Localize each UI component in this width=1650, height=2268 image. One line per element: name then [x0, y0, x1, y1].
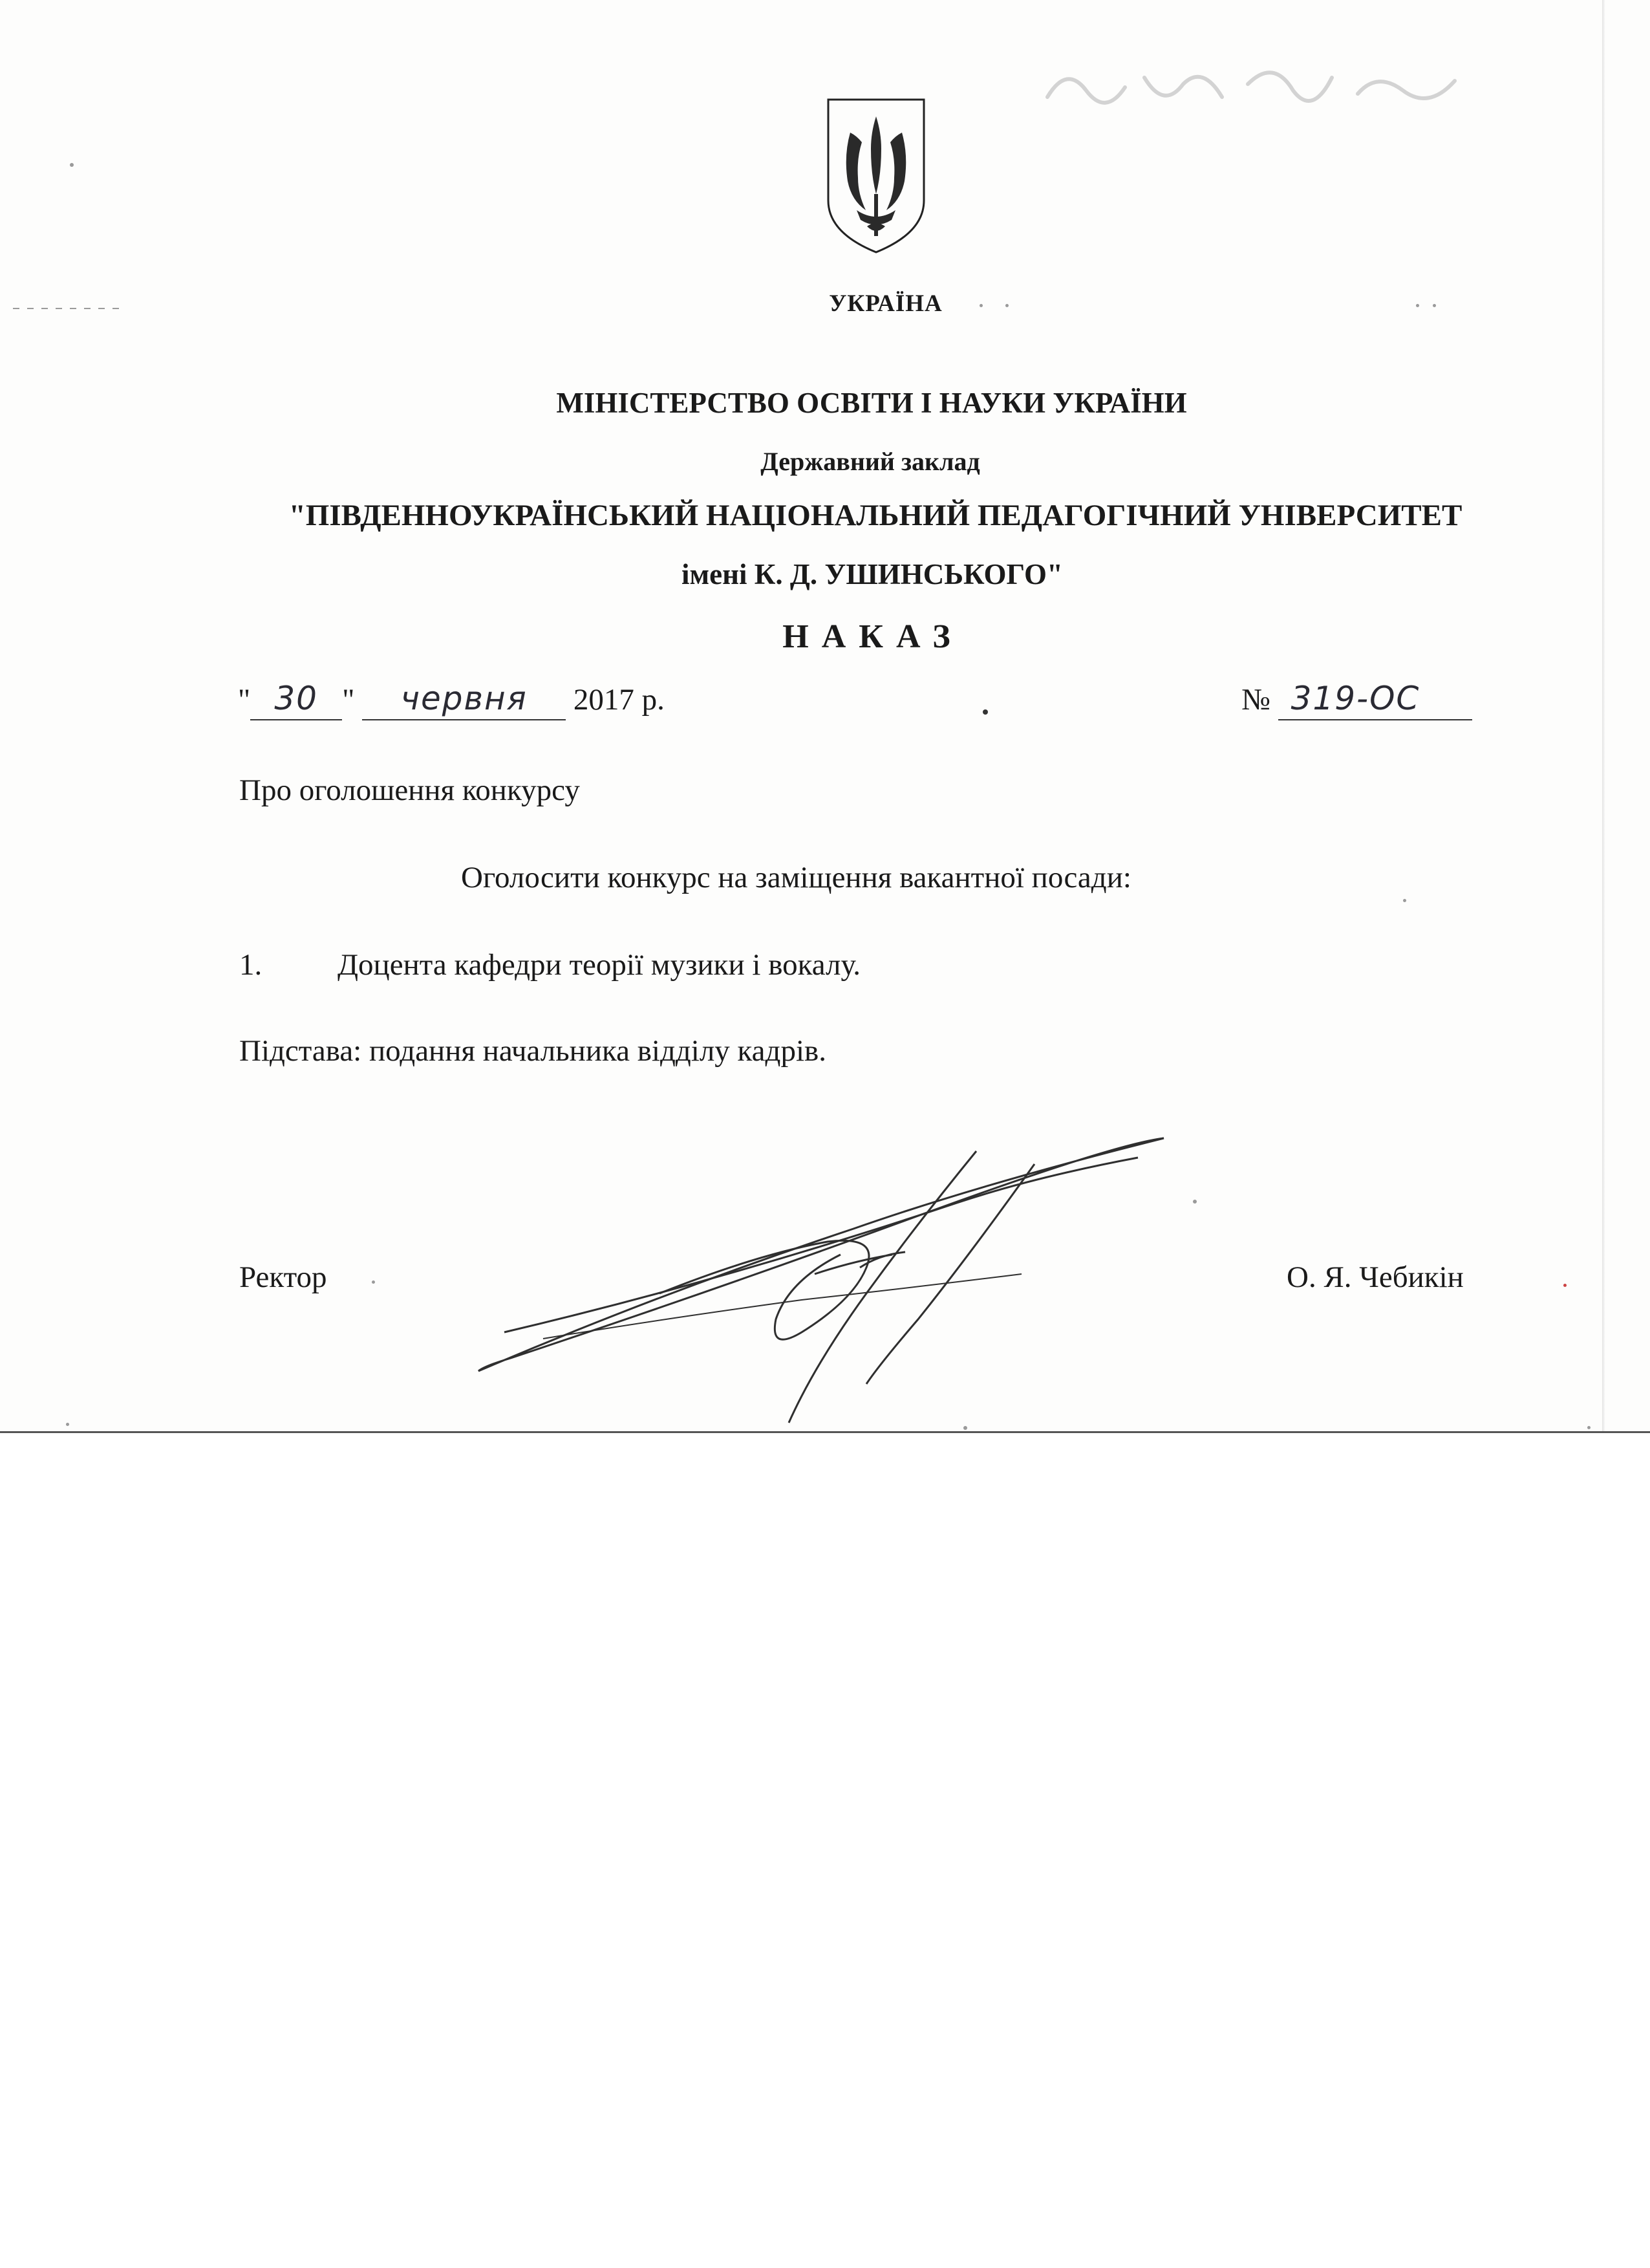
- date-day-handwritten: 30: [274, 680, 318, 717]
- order-title: НАКАЗ: [782, 618, 963, 655]
- item-text: Доцента кафедри теорії музики і вокалу.: [338, 948, 861, 982]
- scan-speck: [1403, 899, 1406, 902]
- number-field: [1278, 679, 1472, 720]
- scan-speck: [66, 1423, 69, 1426]
- scan-speck: [372, 1280, 375, 1284]
- date-month-field: [362, 679, 566, 720]
- scan-speck: [1563, 1284, 1567, 1287]
- bleed-through-marks: [1041, 52, 1468, 123]
- order-subject: Про оголошення конкурсу: [239, 773, 580, 807]
- country-heading: УКРАЇНА: [829, 290, 943, 317]
- scan-edge-shadow: [1602, 0, 1605, 1432]
- date-month-handwritten: червня: [400, 680, 528, 717]
- scan-bottom-edge: [0, 1431, 1650, 1433]
- signatory-position: Ректор: [239, 1260, 327, 1294]
- order-basis: Підстава: подання начальника відділу кадрів.: [239, 1034, 826, 1068]
- scan-speck: [983, 709, 988, 715]
- signatory-name: О. Я. Чебикін: [1287, 1260, 1464, 1294]
- ministry-heading: МІНІСТЕРСТВО ОСВІТИ І НАУКИ УКРАЇНИ: [556, 387, 1187, 419]
- date-day-field: [250, 679, 342, 720]
- order-number: [1241, 679, 1472, 720]
- number-handwritten: 319-ОС: [1291, 680, 1420, 717]
- university-named-after: імені К. Д. УШИНСЬКОГО": [681, 558, 1064, 590]
- number-label: №: [1241, 683, 1270, 717]
- date-year: 2017 р.: [573, 683, 665, 717]
- date-open-quote: ": [238, 683, 251, 717]
- scan-speck: [70, 163, 74, 167]
- coat-of-arms-icon: [824, 97, 928, 255]
- scan-speck: [1587, 1426, 1591, 1429]
- item-number: 1.: [239, 948, 262, 982]
- order-date: [238, 679, 665, 720]
- handwritten-signature-icon: [466, 1125, 1228, 1442]
- institution-type: Державний заклад: [760, 447, 980, 476]
- order-intro: Оголосити конкурс на заміщення вакантної посади:: [461, 861, 1131, 894]
- date-close-quote: ": [342, 683, 355, 717]
- university-name: "ПІВДЕННОУКРАЇНСЬКИЙ НАЦІОНАЛЬНИЙ ПЕДАГОГІЧНИЙ УНІВЕРСИТЕТ: [288, 499, 1462, 532]
